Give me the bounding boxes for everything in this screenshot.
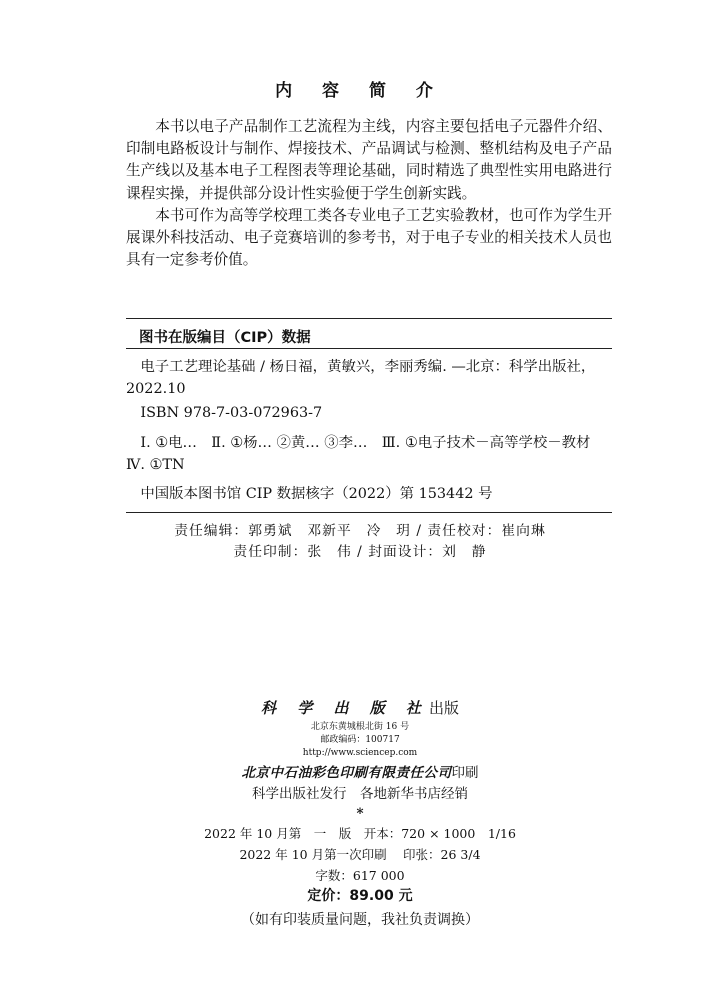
cip-isbn: ISBN 978-7-03-072963-7 bbox=[140, 405, 323, 421]
cip-classification-block bbox=[126, 432, 612, 476]
printing-line: 2022 年 10 月第一次印刷 印张：26 3/4 bbox=[239, 847, 481, 862]
cip-approval: 中国版本图书馆 CIP 数据核字（2022）第 153442 号 bbox=[140, 486, 493, 502]
cip-bottom-rule bbox=[126, 512, 612, 513]
editor-credits: 责任编辑：郭勇斌 邓新平 冷 玥 / 责任校对：崔向琳 bbox=[174, 523, 546, 539]
cip-top-rule bbox=[126, 318, 612, 319]
publisher-address: 北京东黄城根北街 16 号 bbox=[310, 722, 410, 732]
distribution-line: 科学出版社发行 各地新华书店经销 bbox=[252, 786, 468, 802]
price: 定价：89.00 元 bbox=[307, 888, 413, 904]
printer-name: 北京中石油彩色印刷有限责任公司 bbox=[241, 765, 452, 781]
page-title: 内 容 简 介 bbox=[275, 81, 445, 101]
cip-heading-rule bbox=[126, 348, 612, 349]
intro-paragraph-2: 本书可作为高等学校理工类各专业电子工艺实验教材，也可作为学生开展课外科技活动、电子竞赛培训的参考书，对于电子专业的相关技术人员也具有一定参考价值。 bbox=[126, 206, 612, 269]
introduction bbox=[126, 116, 612, 271]
production-credits: 责任印制：张 伟 / 封面设计：刘 静 bbox=[233, 544, 487, 560]
edition-line: 2022 年 10 月第 一 版 开本：720 × 1000 1/16 bbox=[204, 826, 516, 841]
cip-heading: 图书在版编目（CIP）数据 bbox=[139, 330, 311, 346]
publisher-suffix: 出版 bbox=[428, 699, 459, 717]
publisher-website: http://www.sciencep.com bbox=[302, 748, 418, 758]
cip-classification: Ⅰ. ①电… Ⅱ. ①杨… ②黄… ③李… Ⅲ. ①电子技术－高等学校－教材 Ⅳ. ①TN bbox=[126, 435, 605, 473]
cip-record bbox=[126, 356, 612, 400]
intro-paragraph-1: 本书以电子产品制作工艺流程为主线，内容主要包括电子元器件介绍、印制电路板设计与制作、焊接技术、产品调试与检测、整机结构及电子产品生产线以及基本电子工程图表等理论基础，同时精选了典型性实用电路进行课程实操，并提供部分设计性实验便于学生创新实践。 bbox=[126, 118, 612, 202]
publisher-line bbox=[0, 697, 720, 718]
printer-suffix: 印刷 bbox=[451, 765, 479, 781]
publisher-name: 科 学 出 版 社 bbox=[261, 699, 429, 717]
cip-isbn-block bbox=[126, 402, 612, 424]
publisher-postcode: 邮政编码：100717 bbox=[320, 735, 400, 745]
quality-note: （如有印装质量问题，我社负责调换） bbox=[241, 912, 479, 928]
printer-line bbox=[0, 761, 720, 781]
separator-star: * bbox=[356, 806, 364, 822]
cip-catalog-entry: 电子工艺理论基础 / 杨日福，黄敏兴，李丽秀编. —北京：科学出版社，2022.10 bbox=[126, 359, 596, 397]
word-count: 字数：617 000 bbox=[315, 868, 405, 883]
cip-approval-block bbox=[126, 483, 612, 505]
